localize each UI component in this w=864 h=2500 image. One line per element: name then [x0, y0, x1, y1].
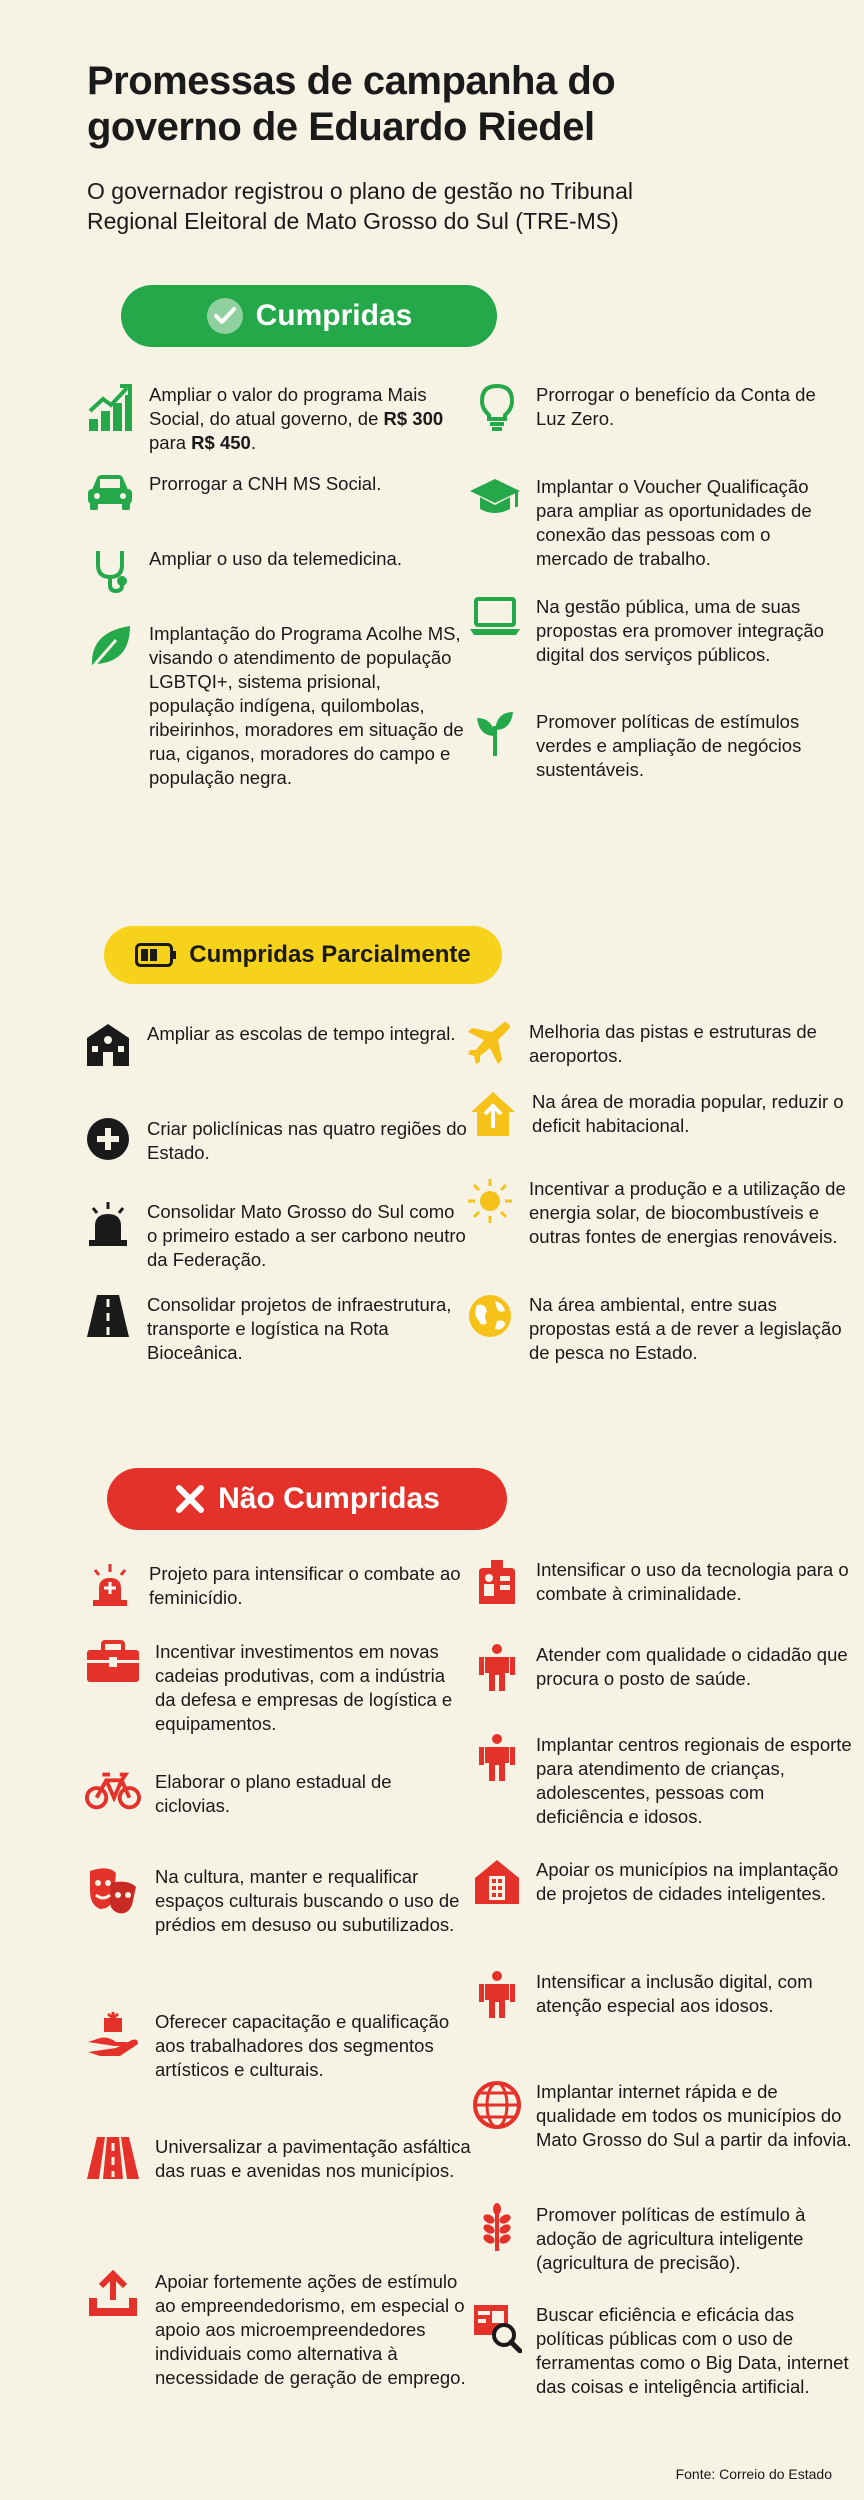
- lightbulb-icon: [472, 383, 522, 433]
- list-item: [472, 1970, 852, 2020]
- list-item: [472, 2080, 852, 2152]
- item-text: Intensificar o uso da tecnologia para o combate à criminalidade.: [536, 1559, 849, 1604]
- list-item: [468, 710, 842, 782]
- item-text: Incentivar investimentos em novas cadeias produtivas, com a indústria da defesa e empresas de logística e equipamentos.: [155, 1641, 453, 1734]
- globe-network-icon: [472, 2080, 522, 2130]
- list-item: [85, 1640, 470, 1736]
- list-item: [465, 1020, 850, 1070]
- road-icon: [83, 1293, 133, 1343]
- item-text: Universalizar a pavimentação asfáltica das ruas e avenidas nos municípios.: [155, 2136, 471, 2181]
- item-text: Promover políticas de estímulos verdes e ampliação de negócios sustentáveis.: [536, 711, 802, 780]
- item-text: Consolidar projetos de infraestrutura, transporte e logística na Rota Bioceânica.: [147, 1294, 452, 1363]
- item-text: Elaborar o plano estadual de ciclovias.: [155, 1771, 392, 1816]
- hand-gift-icon: [85, 2010, 141, 2060]
- list-item: [83, 1293, 468, 1365]
- source-credit: Fonte: Correio do Estado: [675, 2466, 832, 2482]
- title-line-2: governo de Eduardo Riedel: [87, 105, 595, 149]
- growth-chart-icon: [85, 383, 135, 433]
- nao-cumpridas-badge: [107, 1468, 507, 1530]
- item-text: Na gestão pública, uma de suas propostas era promover integração digital dos serviços públicos.: [536, 596, 824, 665]
- list-item: [472, 2303, 852, 2399]
- item-text: Oferecer capacitação e qualificação aos trabalhadores dos segmentos artísticos e culturais.: [155, 2011, 450, 2080]
- subtitle-line-1: O governador registrou o plano de gestão no Tribunal: [87, 178, 633, 204]
- laptop-icon: [468, 595, 522, 645]
- cumpridas-label: Cumpridas: [255, 299, 413, 332]
- item-text: Na área ambiental, entre suas propostas está a de rever a legislação de pesca no Estado.: [529, 1294, 842, 1363]
- item-text: Intensificar a inclusão digital, com atenção especial aos idosos.: [536, 1971, 813, 2016]
- list-item: [468, 595, 842, 667]
- car-icon: [85, 472, 135, 522]
- list-item: [472, 1733, 852, 1829]
- paved-road-icon: [85, 2135, 141, 2185]
- theater-masks-icon: [85, 1865, 141, 1915]
- list-item: [468, 1090, 850, 1140]
- sun-icon: [465, 1177, 515, 1227]
- data-search-icon: [472, 2303, 522, 2353]
- parciais-badge: [104, 926, 502, 984]
- list-item: [85, 2135, 475, 2185]
- list-item: [85, 472, 465, 522]
- item-text: Na cultura, manter e requalificar espaços culturais buscando o uso de prédios em desuso ou subutilizados.: [155, 1866, 460, 1935]
- half-battery-icon: [135, 943, 177, 967]
- item-text: Implantar centros regionais de esporte para atendimento de crianças, adolescentes, pessoas com deficiência e idosos.: [536, 1734, 852, 1827]
- item-text: Na área de moradia popular, reduzir o deficit habitacional.: [532, 1091, 844, 1136]
- list-item: [83, 1022, 468, 1072]
- item-text: Atender com qualidade o cidadão que procura o posto de saúde.: [536, 1644, 848, 1689]
- list-item: [85, 2270, 475, 2390]
- person-icon: [472, 1733, 522, 1783]
- subtitle: [87, 176, 787, 236]
- list-item: [85, 1770, 470, 1820]
- list-item: [465, 1177, 855, 1249]
- person-icon: [472, 1643, 522, 1693]
- security-people-icon: [472, 1558, 522, 1608]
- item-text: Incentivar a produção e a utilização de energia solar, de biocombustíveis e outras fontes de energias renováveis.: [529, 1178, 846, 1247]
- list-item: [472, 1558, 852, 1608]
- medical-plus-icon: [83, 1117, 133, 1167]
- list-item: [472, 383, 842, 433]
- item-text: Ampliar o uso da telemedicina.: [149, 548, 402, 569]
- house-up-icon: [468, 1090, 518, 1140]
- school-icon: [83, 1022, 133, 1072]
- list-item: [472, 1643, 852, 1693]
- list-item: [472, 2203, 852, 2275]
- plant-icon: [468, 710, 522, 760]
- leaf-icon: [85, 622, 135, 672]
- item-text: Criar policlínicas nas quatro regiões do Estado.: [147, 1118, 467, 1163]
- item-text: Implantar internet rápida e de qualidade em todos os municípios do Mato Grosso do Sul a partir da infovia.: [536, 2081, 852, 2150]
- person-icon: [472, 1970, 522, 2020]
- item-text: Ampliar as escolas de tempo integral.: [147, 1023, 456, 1044]
- wheat-icon: [472, 2203, 522, 2253]
- list-item: [85, 383, 465, 455]
- globe-icon: [465, 1293, 515, 1343]
- item-text: Consolidar Mato Grosso do Sul como o primeiro estado a ser carbono neutro da Federação.: [147, 1201, 466, 1270]
- check-icon: [206, 297, 244, 335]
- graduation-cap-icon: [468, 475, 522, 525]
- upload-tray-icon: [85, 2270, 141, 2320]
- item-text: Buscar eficiência e eficácia das políticas públicas com o uso de ferramentas como o Big Data, internet das coisas e inteligência artificial.: [536, 2304, 849, 2397]
- bicycle-icon: [85, 1770, 141, 1820]
- parciais-label: Cumpridas Parcialmente: [189, 941, 471, 968]
- list-item: [465, 1293, 855, 1365]
- item-text: Prorrogar a CNH MS Social.: [149, 473, 382, 494]
- list-item: [85, 622, 465, 790]
- list-item: [85, 547, 465, 597]
- page-title: [87, 58, 787, 150]
- item-text: Ampliar o valor do programa Mais Social, do atual governo, de R$ 300 para R$ 450.: [149, 384, 444, 453]
- cumpridas-badge: [121, 285, 497, 347]
- item-text: Projeto para intensificar o combate ao feminicídio.: [149, 1563, 461, 1608]
- item-text: Melhoria das pistas e estruturas de aeroportos.: [529, 1021, 817, 1066]
- siren-icon: [83, 1200, 133, 1250]
- toolbox-icon: [85, 1640, 141, 1690]
- list-item: [83, 1117, 468, 1167]
- item-text: Implantar o Voucher Qualificação para ampliar as oportunidades de conexão das pessoas com o mercado de trabalho.: [536, 476, 812, 569]
- x-icon: [174, 1483, 206, 1515]
- list-item: [468, 475, 842, 571]
- police-light-icon: [85, 1562, 135, 1612]
- title-line-1: Promessas de campanha do: [87, 59, 616, 103]
- item-text: Apoiar os municípios na implantação de projetos de cidades inteligentes.: [536, 1859, 839, 1904]
- list-item: [85, 2010, 475, 2082]
- airplane-icon: [465, 1020, 515, 1070]
- item-text: Prorrogar o benefício da Conta de Luz Zero.: [536, 384, 816, 429]
- list-item: [472, 1858, 852, 1908]
- nao-cumpridas-label: Não Cumpridas: [218, 1482, 440, 1515]
- subtitle-line-2: Regional Eleitoral de Mato Grosso do Sul (TRE-MS): [87, 208, 619, 234]
- list-item: [85, 1562, 470, 1612]
- stethoscope-icon: [85, 547, 135, 597]
- item-text: Promover políticas de estímulo à adoção de agricultura inteligente (agricultura de precisão).: [536, 2204, 806, 2273]
- item-text: Apoiar fortemente ações de estímulo ao empreendedorismo, em especial o apoio aos microempreendedores individuais como alternativa à necessidade de geração de emprego.: [155, 2271, 466, 2388]
- smart-city-icon: [472, 1858, 522, 1908]
- item-text: Implantação do Programa Acolhe MS, visando o atendimento de população LGBTQI+, sistema prisional, população indígena, quilombolas, ribeirinhos, moradores em situação de rua, ciganos, moradores do campo e população negra.: [149, 623, 464, 788]
- list-item: [83, 1200, 468, 1272]
- list-item: [85, 1865, 475, 1937]
